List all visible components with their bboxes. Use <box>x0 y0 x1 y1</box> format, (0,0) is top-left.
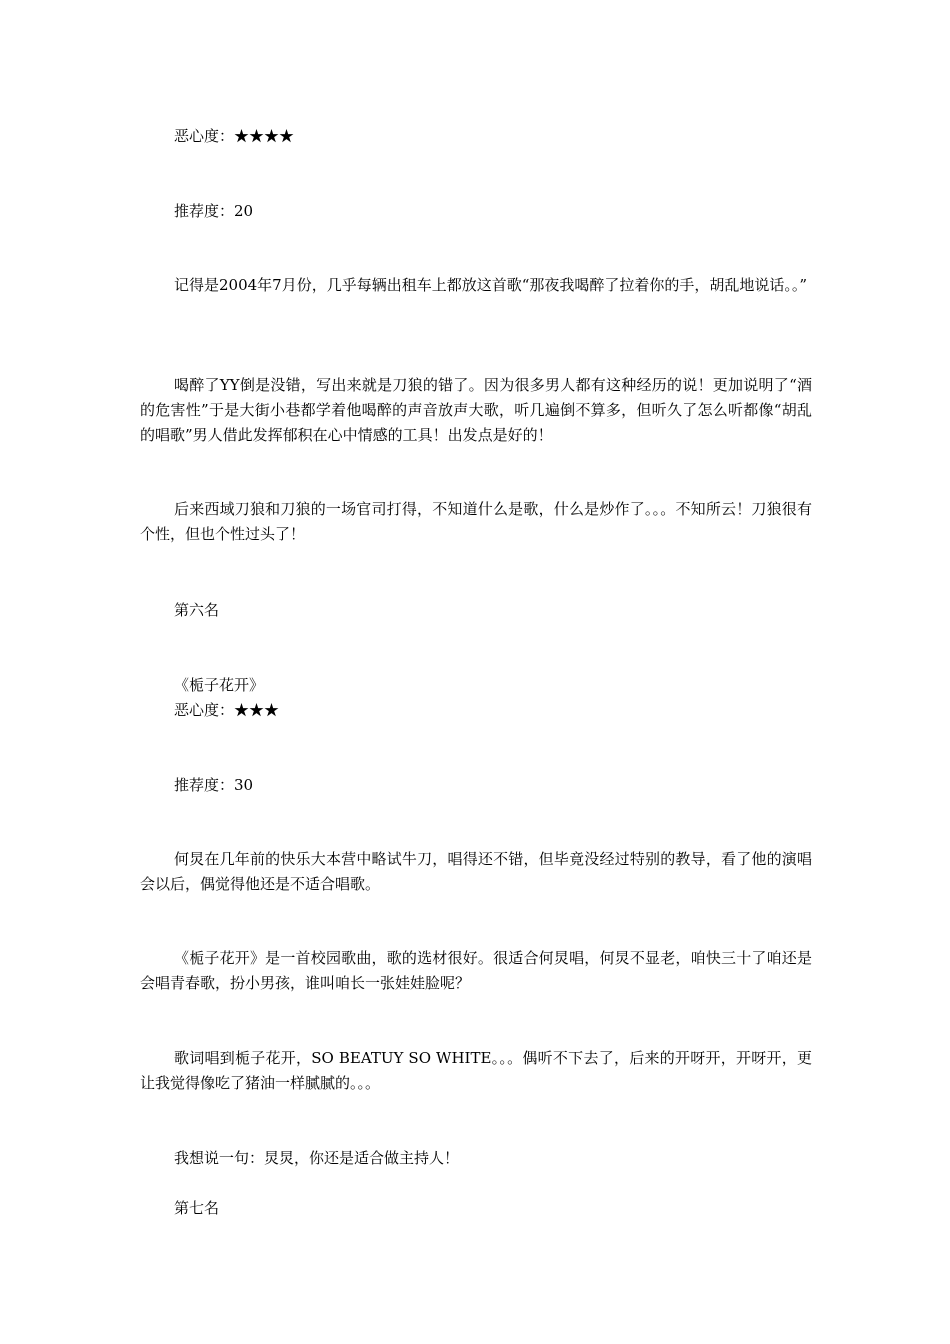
rating-disgust-1: 恶心度：★★★★ <box>174 127 295 145</box>
paragraph-6: 歌词唱到栀子花开，SO BEATUY SO WHITE。。。偶听不下去了，后来的开呀开，开呀开，更让我觉得像吃了猪油一样腻腻的。。。 <box>140 1049 812 1092</box>
rating-recommend-1: 推荐度：20 <box>174 202 254 220</box>
paragraph-2: 喝醉了YY倒是没错，写出来就是刀狼的错了。因为很多男人都有这种经历的说！更加说明了“酒的危害性”于是大街小巷都学着他喝醉的声音放声大歌，听几遍倒不算多，但听久了怎么听都像“胡乱的唱歌”男人借此发挥郁积在心中情感的工具！出发点是好的！ <box>140 376 812 444</box>
rating-disgust-2: 恶心度：★★★ <box>174 701 280 719</box>
paragraph-4: 何炅在几年前的快乐大本营中略试牛刀，唱得还不错，但毕竟没经过特别的教导，看了他的演唱会以后，偶觉得他还是不适合唱歌。 <box>140 850 812 893</box>
rating-recommend-2: 推荐度：30 <box>174 776 254 794</box>
paragraph-3: 后来西域刀狼和刀狼的一场官司打得，不知道什么是歌，什么是炒作了。。。不知所云！刀狼很有个性，但也个性过头了！ <box>140 500 812 543</box>
rank-heading-7: 第七名 <box>174 1199 220 1217</box>
song-title: 《栀子花开》 <box>174 676 265 694</box>
paragraph-1: 记得是2004年7月份，几乎每辆出租车上都放这首歌“那夜我喝醉了拉着你的手，胡乱地说话。。” <box>174 276 808 294</box>
paragraph-7: 我想说一句：炅炅，你还是适合做主持人！ <box>174 1149 460 1167</box>
paragraph-5: 《栀子花开》是一首校园歌曲，歌的选材很好。很适合何炅唱，何炅不显老，咱快三十了咱还是会唱青春歌，扮小男孩，谁叫咱长一张娃娃脸呢？ <box>140 949 812 992</box>
rank-heading-6: 第六名 <box>174 601 220 619</box>
